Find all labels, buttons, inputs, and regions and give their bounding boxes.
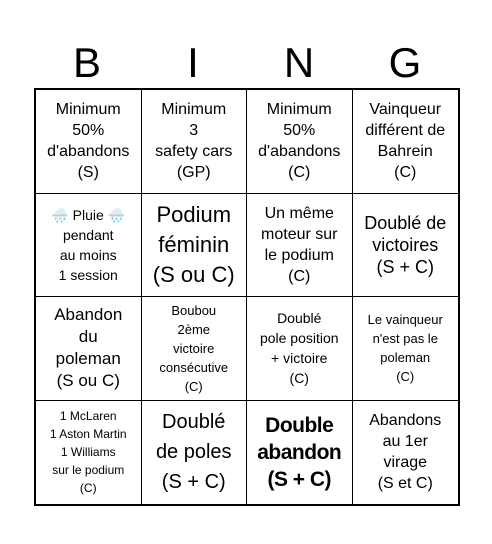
- header-letter-i: I: [187, 39, 199, 86]
- bingo-cell[interactable]: Podium féminin (S ou C): [142, 194, 248, 298]
- bingo-cell[interactable]: Minimum 50% d'abandons (S): [36, 90, 142, 194]
- bingo-cell[interactable]: Abandon du poleman (S ou C): [36, 297, 142, 401]
- bingo-cell[interactable]: Le vainqueur n'est pas le poleman (C): [353, 297, 459, 401]
- header-letter-n: N: [283, 39, 315, 86]
- bingo-cell[interactable]: Abandons au 1er virage (S et C): [369, 412, 442, 493]
- bingo-cell[interactable]: 1 McLaren 1 Aston Martin 1 Williams sur le podium (C): [36, 401, 142, 505]
- bingo-cell[interactable]: Vainqueur différent de Bahrein (C): [353, 90, 459, 194]
- header-letter-g: G: [388, 39, 422, 86]
- bingo-cell[interactable]: 🌧️ Pluie 🌧️ pendant au moins 1 session: [36, 194, 142, 298]
- bingo-cell[interactable]: Minimum 3 safety cars (GP): [142, 90, 248, 194]
- bingo-cell[interactable]: Doublé de poles (S + C): [142, 401, 248, 505]
- bingo-cell[interactable]: Boubou 2ème victoire consécutive (C): [142, 297, 248, 401]
- bingo-header: [34, 38, 458, 88]
- header-letter-b: B: [72, 39, 101, 86]
- bingo-grid: [34, 88, 460, 506]
- bingo-cell[interactable]: Doublé pole position + victoire (C): [247, 297, 353, 401]
- bingo-cell[interactable]: Un même moteur sur le podium (C): [247, 194, 353, 298]
- bingo-cell[interactable]: Doublé de victoires (S + C): [353, 194, 459, 298]
- bingo-cell[interactable]: Double abandon (S + C): [247, 401, 353, 505]
- bingo-cell[interactable]: Minimum 50% d'abandons (C): [247, 90, 353, 194]
